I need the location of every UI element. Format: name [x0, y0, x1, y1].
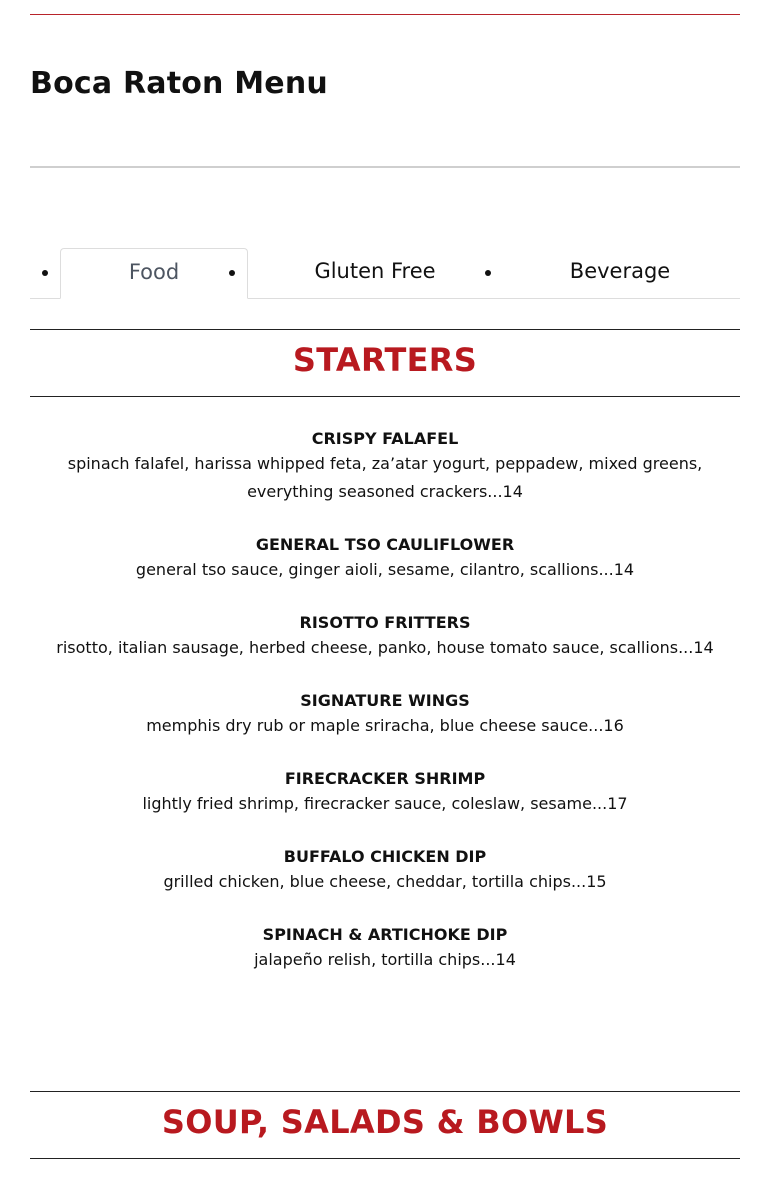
- menu-item-description: spinach falafel, harissa whipped feta, za’atar yogurt, peppadew, mixed greens, everything seasoned crackers...14: [67, 454, 703, 501]
- menu-item: [30, 428, 740, 506]
- title-divider: [30, 166, 740, 168]
- section-top-rule: [30, 1091, 740, 1092]
- starters-list: [30, 428, 740, 1002]
- tab-bullet: [229, 270, 235, 276]
- menu-item: [30, 690, 740, 740]
- menu-item: [30, 768, 740, 818]
- menu-item-description: jalapeño relish, tortilla chips...14: [254, 950, 516, 969]
- menu-item: [30, 846, 740, 896]
- page-title: Boca Raton Menu: [30, 66, 328, 101]
- tab-beverage[interactable]: Beverage: [569, 259, 671, 283]
- menu-item-name: SPINACH & ARTICHOKE DIP: [262, 925, 508, 944]
- menu-item-description: memphis dry rub or maple sriracha, blue cheese sauce...16: [146, 716, 624, 735]
- menu-item-description: grilled chicken, blue cheese, cheddar, tortilla chips...15: [163, 872, 607, 891]
- section-top-rule: [30, 329, 740, 330]
- tab-bullet: [485, 270, 491, 276]
- tab-bullet: [42, 270, 48, 276]
- menu-item-name: BUFFALO CHICKEN DIP: [283, 847, 487, 866]
- section-heading-soup-salads-bowls: SOUP, SALADS & BOWLS: [161, 1103, 609, 1141]
- tab-food[interactable]: Food: [60, 248, 248, 299]
- tab-gluten-free[interactable]: Gluten Free: [314, 259, 436, 283]
- menu-item-name: RISOTTO FRITTERS: [299, 613, 471, 632]
- menu-item-description: lightly fried shrimp, firecracker sauce, coleslaw, sesame...17: [142, 794, 628, 813]
- menu-item: [30, 612, 740, 662]
- section-heading-starters: STARTERS: [292, 341, 478, 379]
- menu-item-name: CRISPY FALAFEL: [311, 429, 459, 448]
- top-divider: [30, 14, 740, 15]
- menu-item-description: general tso sauce, ginger aioli, sesame, cilantro, scallions...14: [135, 560, 635, 579]
- menu-item-name: FIRECRACKER SHRIMP: [284, 769, 486, 788]
- menu-item: [30, 534, 740, 584]
- menu-item-name: GENERAL TSO CAULIFLOWER: [255, 535, 515, 554]
- section-bottom-rule: [30, 396, 740, 397]
- menu-item: [30, 924, 740, 974]
- menu-item-description: risotto, italian sausage, herbed cheese, panko, house tomato sauce, scallions...14: [56, 638, 714, 657]
- section-bottom-rule: [30, 1158, 740, 1159]
- menu-item-name: SIGNATURE WINGS: [300, 691, 470, 710]
- menu-tabs: [30, 248, 740, 299]
